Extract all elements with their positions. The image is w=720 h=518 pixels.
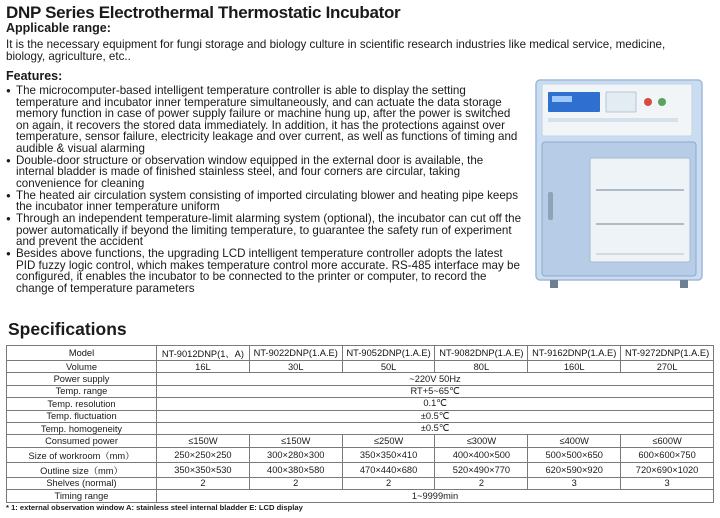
table-cell: 16L (157, 361, 250, 373)
observation-window (590, 158, 690, 262)
table-cell: 250×250×250 (157, 447, 250, 462)
feature-item: ● The heated air circulation system consisting of imported circulating blower and heating pipe keeps the incubator inner temperature uniform (6, 190, 522, 213)
feature-item: ● Through an independent temperature-limit alarming system (optional), the incubator can cut off the power automatically if beyond the limiting temperature, to guarantee the safety run of experiment and prevent the accident (6, 213, 522, 248)
table-cell-merged: 0.1℃ (157, 398, 714, 410)
table-cell: 2 (435, 477, 528, 489)
table-row (7, 447, 714, 462)
table-cell: ≤300W (435, 435, 528, 447)
feature-item: ● The microcomputer-based intelligent temperature controller is able to display the setting temperature and incubator inner temperature simultaneously, and can actuate the data storage memory function in case of power supply failure or machine hung up, after the power is switched on again, it recovers the stored data immediately. In addition, it has the protections against over temperature, sensor failure, electricity leakage and over current, as well as functions of timing and audible & visual alarming (6, 85, 522, 154)
controller-icon (606, 92, 636, 112)
row-label: Power supply (7, 373, 157, 385)
table-cell: 520×490×770 (435, 462, 528, 477)
features-list (6, 85, 522, 295)
table-cell: 500×500×650 (528, 447, 621, 462)
row-label: Temp. fluctuation (7, 410, 157, 422)
column-header-model: NT-9272DNP(1.A.E) (621, 346, 714, 361)
table-cell: 350×350×530 (157, 462, 250, 477)
row-label: Timing range (7, 490, 157, 502)
table-cell: 2 (157, 477, 250, 489)
table-cell: ≤250W (342, 435, 435, 447)
table-cell: 2 (249, 477, 342, 489)
table-row (7, 410, 714, 422)
table-cell: 80L (435, 361, 528, 373)
feature-item: ● Double-door structure or observation window equipped in the external door is available, the internal bladder is made of finished stainless steel, and four corners are circular, taking convenience for cleaning (6, 155, 522, 190)
table-cell: 50L (342, 361, 435, 373)
table-cell: 600×600×750 (621, 447, 714, 462)
table-row (7, 398, 714, 410)
foot-icon (550, 280, 558, 288)
column-header-model: NT-9082DNP(1.A.E) (435, 346, 528, 361)
table-cell-merged: ±0.5℃ (157, 422, 714, 434)
table-cell: 350×350×410 (342, 447, 435, 462)
table-cell: ≤400W (528, 435, 621, 447)
specifications-heading: Specifications (8, 319, 127, 339)
table-cell: 160L (528, 361, 621, 373)
table-row (7, 490, 714, 502)
row-label: Outline size（mm） (7, 462, 157, 477)
row-label: Volume (7, 361, 157, 373)
table-cell: 3 (621, 477, 714, 489)
row-label: Size of workroom（mm） (7, 447, 157, 462)
table-row (7, 422, 714, 434)
column-header-model: NT-9052DNP(1.A.E) (342, 346, 435, 361)
feature-item: ● Besides above functions, the upgrading LCD intelligent temperature controller adopts the latest PID fuzzy logic control, which makes temperature control more accurate. RS-485 interface may be configured, it enables the incubator to be connected to the printer or computer, to record the change of temperature parameters (6, 248, 522, 294)
page-title: DNP Series Electrothermal Thermostatic Incubator (6, 3, 401, 22)
table-cell-merged: ±0.5℃ (157, 410, 714, 422)
table-row (7, 361, 714, 373)
incubator-product-photo (528, 72, 718, 294)
display-readout-icon (552, 96, 572, 102)
panel-strip-icon (548, 118, 678, 122)
table-cell: 300×280×300 (249, 447, 342, 462)
row-label: Temp. range (7, 385, 157, 397)
table-cell: 400×380×580 (249, 462, 342, 477)
table-cell: ≤600W (621, 435, 714, 447)
table-row (7, 462, 714, 477)
footnote: * 1: external observation window A: stainless steel internal bladder E: LCD display (6, 503, 303, 512)
features-heading: Features: (6, 69, 63, 83)
column-header-model: NT-9022DNP(1.A.E) (249, 346, 342, 361)
applicable-range-line: It is the necessary equipment for fungi storage and biology culture in scientific research industries like medical service, medicine, (6, 38, 666, 51)
table-cell: 400×400×500 (435, 447, 528, 462)
table-cell: 30L (249, 361, 342, 373)
table-cell: ≤150W (249, 435, 342, 447)
table-cell: 720×690×1020 (621, 462, 714, 477)
applicable-range-heading: Applicable range: (6, 21, 111, 35)
table-cell: 470×440×680 (342, 462, 435, 477)
table-cell: 270L (621, 361, 714, 373)
specifications-table (6, 345, 714, 503)
table-cell: ≤150W (157, 435, 250, 447)
column-header-model: NT-9162DNP(1.A.E) (528, 346, 621, 361)
table-row (7, 385, 714, 397)
foot-icon (680, 280, 688, 288)
table-cell-merged: 1~9999min (157, 490, 714, 502)
row-label: Temp. resolution (7, 398, 157, 410)
column-header-model: NT-9012DNP(1、A) (157, 346, 250, 361)
table-row (7, 477, 714, 489)
applicable-range-line: biology, agriculture, etc.. (6, 50, 131, 63)
column-header-label: Model (7, 346, 157, 361)
door-handle-icon (548, 192, 553, 220)
indicator-light-icon (658, 98, 666, 106)
table-cell-merged: ~220V 50Hz (157, 373, 714, 385)
row-label: Temp. homogeneity (7, 422, 157, 434)
table-cell: 3 (528, 477, 621, 489)
table-cell: 620×590×920 (528, 462, 621, 477)
table-header-row (7, 346, 714, 361)
row-label: Consumed power (7, 435, 157, 447)
row-label: Shelves (normal) (7, 477, 157, 489)
table-cell-merged: RT+5~65℃ (157, 385, 714, 397)
table-row (7, 435, 714, 447)
indicator-light-icon (644, 98, 652, 106)
table-row (7, 373, 714, 385)
table-cell: 2 (342, 477, 435, 489)
